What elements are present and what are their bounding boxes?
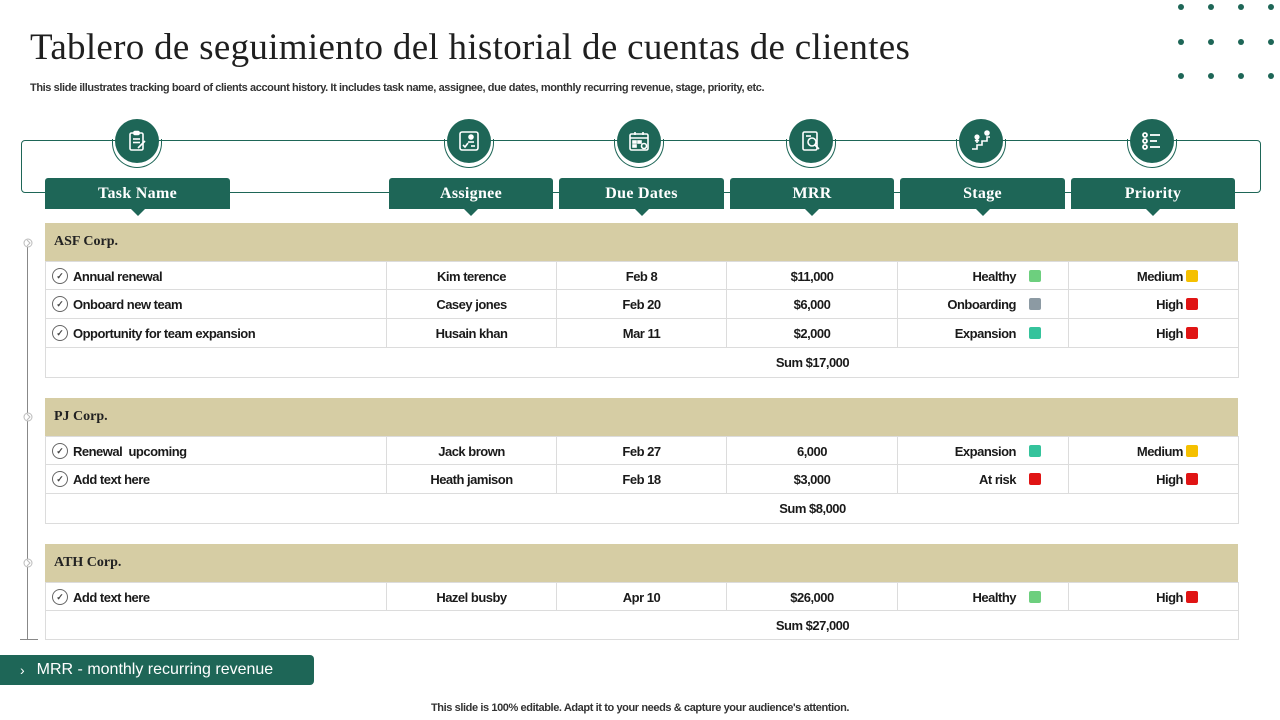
priority-indicator — [1186, 445, 1198, 457]
sum-value: Sum $17,000 — [775, 354, 850, 370]
priority-indicator — [1186, 270, 1198, 282]
mrr-legend — [0, 655, 314, 685]
group-marker-icon — [22, 411, 34, 423]
page-subtitle: This slide illustrates tracking board of clients account history. It includes task name, assignee, due dates, monthly recurring revenue, stage, priority, etc. — [30, 82, 765, 94]
mrr-cell: $11,000 — [727, 262, 898, 290]
check-circle-icon[interactable]: ✓ — [52, 589, 68, 605]
stage-label: Healthy — [972, 589, 1016, 605]
due-date-cell: Mar 11 — [557, 319, 727, 347]
group-marker-icon — [22, 557, 34, 569]
stage-cell — [898, 437, 1069, 465]
sum-value: Sum $27,000 — [775, 617, 850, 633]
stage-status-indicator — [1029, 270, 1041, 282]
group-header-asf: ASF Corp. — [45, 223, 1238, 261]
priority-cell — [1069, 465, 1239, 493]
due-date-cell: Feb 20 — [557, 290, 727, 318]
assignee-cell: Jack brown — [387, 437, 557, 465]
table-row[interactable] — [45, 319, 1239, 348]
task-name: Annual renewal — [73, 268, 163, 284]
task-cell — [46, 583, 387, 611]
table-row[interactable] — [45, 465, 1239, 494]
checklist-icon — [1127, 119, 1177, 169]
stage-label: At risk — [979, 471, 1016, 487]
assignee-icon — [444, 119, 494, 169]
priority-cell — [1069, 583, 1239, 611]
priority-indicator — [1186, 591, 1198, 603]
chevron-right-icon: › — [20, 662, 25, 678]
stage-status-indicator — [1029, 591, 1041, 603]
priority-label: High — [1156, 471, 1183, 487]
legend-text: MRR - monthly recurring revenue — [36, 661, 274, 678]
table-row[interactable] — [45, 582, 1239, 611]
priority-indicator — [1186, 473, 1198, 485]
check-circle-icon[interactable]: ✓ — [52, 296, 68, 312]
stage-status-indicator — [1029, 445, 1041, 457]
column-header-task: Task Name — [45, 178, 230, 209]
mrr-cell: $2,000 — [727, 319, 898, 347]
sum-value: Sum $8,000 — [779, 500, 846, 516]
mrr-cell: $3,000 — [727, 465, 898, 493]
check-circle-icon[interactable]: ✓ — [52, 268, 68, 284]
priority-cell — [1069, 319, 1239, 347]
priority-cell — [1069, 262, 1239, 290]
clipboard-icon — [112, 119, 162, 169]
stairs-icon — [956, 119, 1006, 169]
timeline-line — [27, 240, 28, 640]
stage-label: Onboarding — [947, 296, 1016, 312]
task-name: Opportunity for team expansion — [73, 325, 256, 341]
stage-cell — [898, 262, 1069, 290]
priority-indicator — [1186, 327, 1198, 339]
stage-status-indicator — [1029, 298, 1041, 310]
column-header-assignee: Assignee — [389, 178, 553, 209]
check-circle-icon[interactable]: ✓ — [52, 471, 68, 487]
group-marker-icon — [22, 237, 34, 249]
task-name: Renewal upcoming — [73, 443, 187, 459]
priority-label: High — [1156, 296, 1183, 312]
table-row[interactable] — [45, 261, 1239, 290]
due-date-cell: Feb 18 — [557, 465, 727, 493]
sum-row — [45, 611, 1239, 640]
report-magnifier-icon — [786, 119, 836, 169]
due-date-cell: Feb 27 — [557, 437, 727, 465]
mrr-cell: 6,000 — [727, 437, 898, 465]
priority-indicator — [1186, 298, 1198, 310]
task-cell — [46, 290, 387, 318]
group-header-pj: PJ Corp. — [45, 398, 1238, 436]
stage-label: Expansion — [954, 325, 1016, 341]
priority-label: Medium — [1136, 443, 1183, 459]
table-row[interactable] — [45, 436, 1239, 465]
footer-note: This slide is 100% editable. Adapt it to your needs & capture your audience's attention. — [430, 702, 850, 714]
task-cell — [46, 319, 387, 347]
column-header-mrr: MRR — [730, 178, 894, 209]
group-header-ath: ATH Corp. — [45, 544, 1238, 582]
priority-cell — [1069, 437, 1239, 465]
page-title: Tablero de seguimiento del historial de cuentas de clientes — [30, 27, 911, 68]
priority-cell — [1069, 290, 1239, 318]
assignee-cell: Husain khan — [387, 319, 557, 347]
stage-label: Expansion — [954, 443, 1016, 459]
stage-cell — [898, 290, 1069, 318]
check-circle-icon[interactable]: ✓ — [52, 325, 68, 341]
check-circle-icon[interactable]: ✓ — [52, 443, 68, 459]
stage-status-indicator — [1029, 327, 1041, 339]
mrr-cell: $26,000 — [727, 583, 898, 611]
task-name: Onboard new team — [73, 296, 183, 312]
stage-status-indicator — [1029, 473, 1041, 485]
due-date-cell: Feb 8 — [557, 262, 727, 290]
priority-label: Medium — [1136, 268, 1183, 284]
stage-cell — [898, 465, 1069, 493]
task-cell — [46, 465, 387, 493]
stage-cell — [898, 583, 1069, 611]
sum-row — [45, 348, 1239, 378]
priority-label: High — [1156, 325, 1183, 341]
task-cell — [46, 262, 387, 290]
assignee-cell: Kim terence — [387, 262, 557, 290]
mrr-cell: $6,000 — [727, 290, 898, 318]
priority-label: High — [1156, 589, 1183, 605]
table-row[interactable] — [45, 290, 1239, 319]
column-header-due-dates: Due Dates — [559, 178, 724, 209]
task-cell — [46, 437, 387, 465]
decorative-dots — [1178, 4, 1278, 84]
calendar-icon — [614, 119, 664, 169]
column-header-stage: Stage — [900, 178, 1065, 209]
task-name: Add text here — [73, 589, 150, 605]
sum-row — [45, 494, 1239, 524]
assignee-cell: Hazel busby — [387, 583, 557, 611]
assignee-cell: Heath jamison — [387, 465, 557, 493]
stage-cell — [898, 319, 1069, 347]
column-header-priority: Priority — [1071, 178, 1235, 209]
assignee-cell: Casey jones — [387, 290, 557, 318]
timeline-end — [20, 639, 38, 640]
due-date-cell: Apr 10 — [557, 583, 727, 611]
stage-label: Healthy — [972, 268, 1016, 284]
task-name: Add text here — [73, 471, 150, 487]
